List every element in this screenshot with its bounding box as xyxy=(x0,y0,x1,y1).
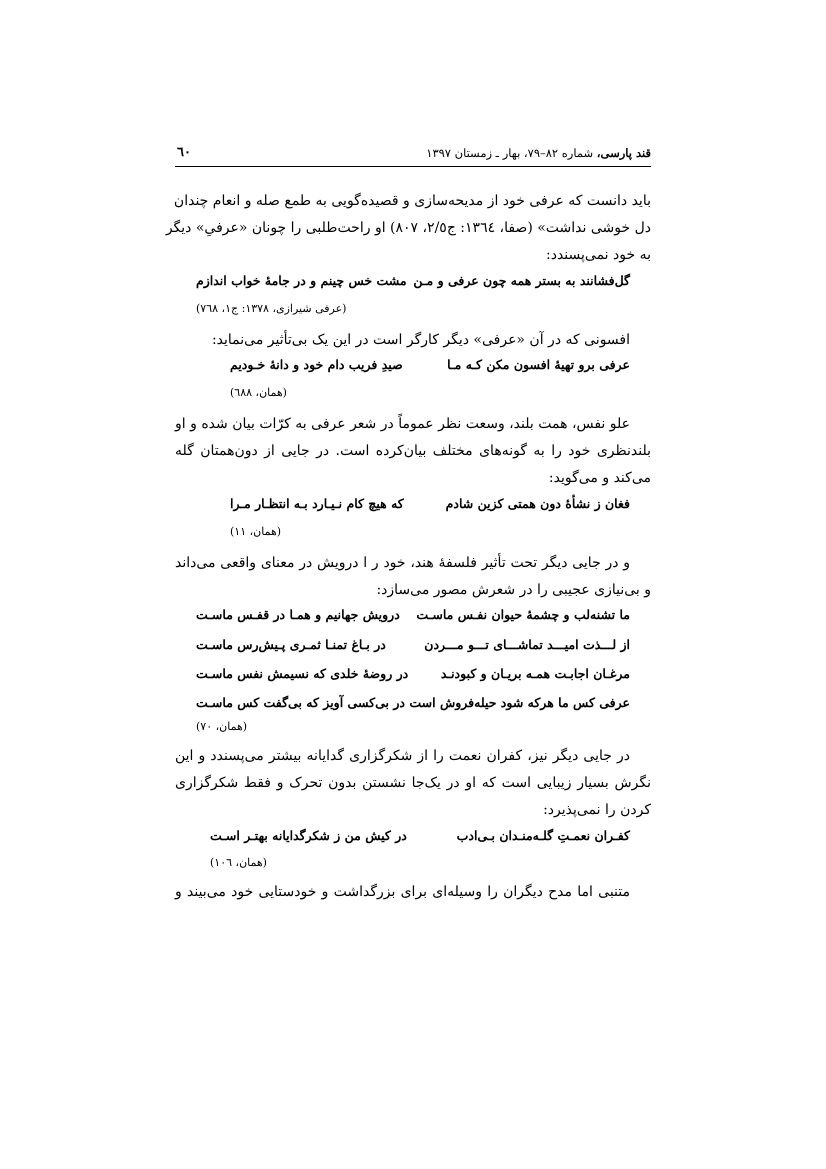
body-line: و بی‌نیازی عجیبی را در شعرش مصور می‌سازد: xyxy=(376,582,651,598)
verse-couplet xyxy=(196,695,630,715)
hemistich-left: در کیش من ز شکرگدایانه بهتـر اسـت xyxy=(210,828,407,843)
journal-title xyxy=(426,146,651,160)
citation: (همان، ٦٨٨) xyxy=(230,386,287,399)
hemistich-left: مشت خس چینم و در جامهٔ خواب اندازم xyxy=(196,273,407,288)
verse-couplet xyxy=(230,357,630,377)
verse-couplet xyxy=(196,637,630,657)
body-line: و در جایی دیگر تحت تأثیر فلسفهٔ هند، خود ر ا درویش در معنای واقعی می‌داند xyxy=(175,555,630,571)
body-line: بلندنظری خود را به گونه‌های مختلف بیان‌کرده است. در جایی از دون‌همتان گله xyxy=(175,443,651,459)
hemistich-right: کفـران نعمـتِ گلـه‌منـدان بـی‌ادب xyxy=(456,828,630,843)
body-line: متنبی اما مدح دیگران را وسیله‌ای برای بزرگداشت و خودستایی خود می‌بیند و xyxy=(175,884,630,900)
issue-info: شماره ۸۲–۷۹، بهار ـ زمستان ۱۳۹۷ xyxy=(426,146,597,160)
body-line: می‌کند و می‌گوید: xyxy=(548,470,651,486)
citation: (همان، ١١) xyxy=(230,525,282,538)
verse-couplet xyxy=(230,496,630,516)
body-line: دل خوشی نداشت» (صفا، ١٣٦٤: ج٢/٥، ٨٠٧) او راحت‌طلبی را چونان «عرفیِ» دیگر xyxy=(165,220,651,236)
citation: (همان، ٧٠) xyxy=(196,720,248,733)
citation: (همان، ١٠٦) xyxy=(210,856,267,869)
running-header xyxy=(175,144,651,167)
body-line: نگرش بسیار زیبایی است که او در یک‌جا نشستن بدون تحرک و فقط شکرگزاری xyxy=(175,775,651,791)
hemistich-left: درویش جهانیم و همـا در قفـس ماسـت xyxy=(196,607,400,622)
hemistich-left: صیدِ فریب دام خود و دانهٔ خـودیم xyxy=(230,357,403,372)
hemistich-right: عرفی کس ما هرکه شود حیله‌فروش است xyxy=(409,695,630,710)
verse-couplet xyxy=(210,828,630,848)
hemistich-right: از لـــذت امیـــد تماشـــای تـــو مـــردن xyxy=(424,637,630,652)
hemistich-right: مرغـان اجابـت همـه بریـان و کبودنـد xyxy=(440,666,630,681)
hemistich-left: در بـاغ تمنـا ثمـری پـیش‌رس ماسـت xyxy=(196,637,386,652)
hemistich-right: گل‌فشانند به بستر همه چون عرفی و مـن xyxy=(413,273,630,288)
body-line: کردن را نمی‌پذیرد: xyxy=(543,802,651,818)
journal-name: قند پارسی، xyxy=(596,146,651,160)
hemistich-right: فغان ز نشأهٔ دون همتی کزین شادم xyxy=(445,496,630,511)
verse-couplet xyxy=(196,607,630,627)
verse-couplet xyxy=(196,273,630,293)
body-line: افسونی که در آن «عرفی» دیگر کارگر است در این یک بی‌تأثیر می‌نماید: xyxy=(211,332,630,348)
verse-couplet xyxy=(196,666,630,686)
hemistich-left: که هیچ کام نـیـارد بـه انتظـار مـرا xyxy=(230,496,404,511)
body-line: در جایی دیگر نیز، کفران نعمت را از شکرگزاری گدایانه بیشتر می‌پسندد و این xyxy=(175,748,630,764)
body-line: علو نفس، همت بلند، وسعت نظر عموماً در شعر عرفی به کرّات بیان شده و او xyxy=(175,416,630,432)
page-number: ٦٠ xyxy=(177,145,191,160)
hemistich-right: عرفی برو تهیهٔ افسون مکن کـه مـا xyxy=(447,357,630,372)
body-line: باید دانست که عرفی خود از مدیحه‌سازی و قصیده‌گویی به طمع صله و انعام چندان xyxy=(173,193,651,209)
citation: (عرفی شیرازی، ١٣٧٨: ج١، ٧٦٨) xyxy=(196,302,347,315)
hemistich-left: در بی‌کسی آویز که بی‌گفت کس ماسـت xyxy=(196,695,405,710)
hemistich-left: در روضهٔ خلدی که نسیمش نفس ماسـت xyxy=(196,666,409,681)
hemistich-right: ما تشنه‌لب و چشمهٔ حیوان نفـس ماسـت xyxy=(416,607,630,622)
body-line: به خود نمی‌پسندد: xyxy=(546,247,651,263)
